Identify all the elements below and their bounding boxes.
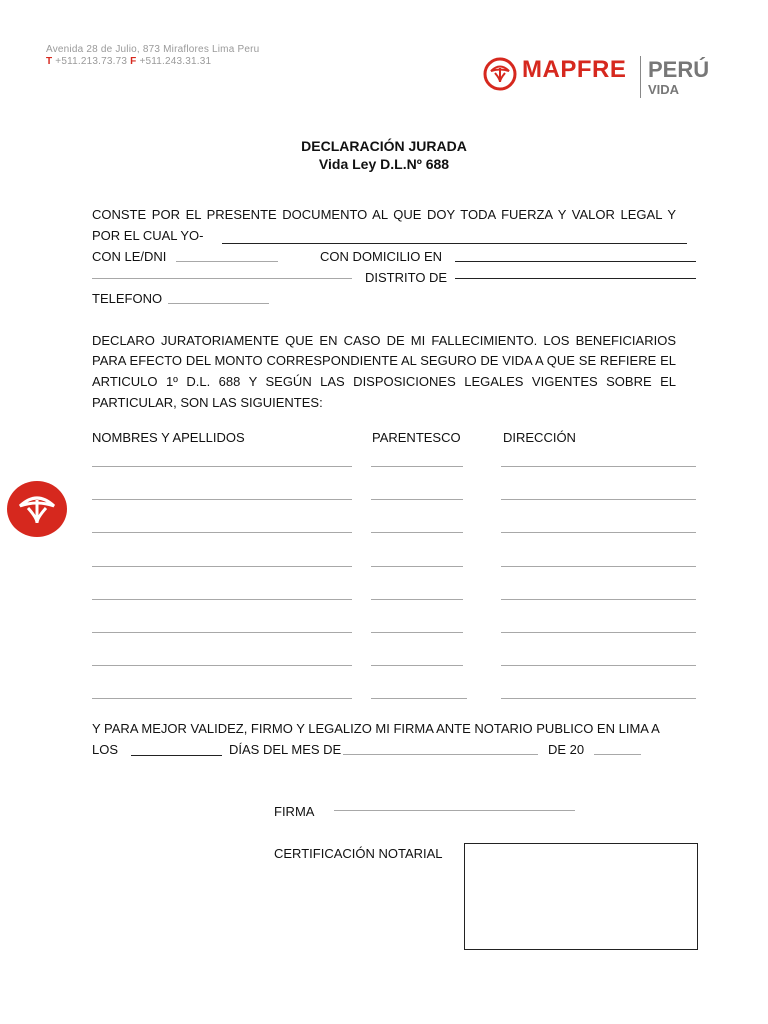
beneficiary-name-field[interactable] xyxy=(92,532,352,533)
year-field[interactable] xyxy=(594,754,641,755)
beneficiary-relation-field[interactable] xyxy=(371,698,467,699)
beneficiary-address-field[interactable] xyxy=(501,665,696,666)
intro-line-2: POR EL CUAL YO- xyxy=(92,228,204,243)
closing-year-label: DE 20 xyxy=(548,742,585,757)
column-header-names: NOMBRES Y APELLIDOS xyxy=(92,430,245,445)
le-dni-field[interactable] xyxy=(176,261,278,262)
document-subtitle: Vida Ley D.L.Nº 688 xyxy=(318,156,450,172)
beneficiary-relation-field[interactable] xyxy=(371,632,463,633)
firma-label: FIRMA xyxy=(274,804,315,819)
distrito-label: DISTRITO DE xyxy=(365,270,448,285)
fax-number: +511.243.31.31 xyxy=(139,56,212,67)
beneficiary-relation-field[interactable] xyxy=(371,566,463,567)
beneficiary-relation-field[interactable] xyxy=(371,499,463,500)
beneficiary-address-field[interactable] xyxy=(501,566,696,567)
mapfre-emblem-icon xyxy=(482,56,518,92)
column-header-address: DIRECCIÓN xyxy=(503,430,576,445)
brand-name: MAPFRE xyxy=(522,56,627,83)
fax-prefix: F xyxy=(130,56,137,67)
day-field[interactable] xyxy=(131,755,222,756)
beneficiary-name-field[interactable] xyxy=(92,466,352,467)
document-title: DECLARACIÓN JURADA xyxy=(301,138,467,154)
domicilio-label: CON DOMICILIO EN xyxy=(320,249,443,264)
declaration-line-1: DECLARO JURATORIAMENTE QUE EN CASO DE MI FALLECIMIENTO. LOS BENEFICIARIOS xyxy=(92,333,676,348)
telefono-field[interactable] xyxy=(168,303,269,304)
domicilio-field-cont[interactable] xyxy=(92,278,352,279)
phone-prefix: T xyxy=(46,56,53,67)
logo-divider xyxy=(640,56,641,98)
declaration-line-2: PARA EFECTO DEL MONTO CORRESPONDIENTE AL SEGURO DE VIDA A QUE SE REFIERE EL xyxy=(92,353,676,368)
beneficiary-relation-field[interactable] xyxy=(371,665,463,666)
brand-country: PERÚ xyxy=(648,57,710,82)
closing-los-label: LOS xyxy=(92,742,119,757)
mapfre-logo xyxy=(478,50,713,102)
domicilio-field[interactable] xyxy=(455,261,696,262)
beneficiary-name-field[interactable] xyxy=(92,632,352,633)
le-dni-label: CON LE/DNI xyxy=(92,249,167,264)
beneficiary-relation-field[interactable] xyxy=(371,466,463,467)
beneficiary-address-field[interactable] xyxy=(501,632,696,633)
notarial-certification-box[interactable] xyxy=(464,843,698,950)
phone-line xyxy=(46,56,211,67)
beneficiary-name-field[interactable] xyxy=(92,566,352,567)
firma-field[interactable] xyxy=(334,810,575,811)
closing-line-1: Y PARA MEJOR VALIDEZ, FIRMO Y LEGALIZO MI FIRMA ANTE NOTARIO PUBLICO EN LIMA A xyxy=(92,721,660,736)
name-field[interactable] xyxy=(222,243,687,244)
column-header-relation: PARENTESCO xyxy=(372,430,461,445)
beneficiary-name-field[interactable] xyxy=(92,665,352,666)
distrito-field[interactable] xyxy=(455,278,696,279)
beneficiary-name-field[interactable] xyxy=(92,599,352,600)
mapfre-emblem-icon xyxy=(6,480,68,538)
certificacion-label: CERTIFICACIÓN NOTARIAL xyxy=(274,846,443,861)
beneficiary-relation-field[interactable] xyxy=(371,599,463,600)
beneficiary-address-field[interactable] xyxy=(501,599,696,600)
declaration-line-3: ARTICULO 1º D.L. 688 Y SEGÚN LAS DISPOSICIONES LEGALES VIGENTES SOBRE EL xyxy=(92,374,676,389)
closing-dias-label: DÍAS DEL MES DE xyxy=(229,742,342,757)
declaration-line-4: PARTICULAR, SON LAS SIGUIENTES: xyxy=(92,395,323,410)
beneficiary-name-field[interactable] xyxy=(92,499,352,500)
beneficiary-relation-field[interactable] xyxy=(371,532,463,533)
beneficiary-name-field[interactable] xyxy=(92,698,352,699)
intro-line-1: CONSTE POR EL PRESENTE DOCUMENTO AL QUE DOY TODA FUERZA Y VALOR LEGAL Y xyxy=(92,207,676,222)
beneficiary-address-field[interactable] xyxy=(501,698,696,699)
brand-division: VIDA xyxy=(648,82,680,97)
beneficiary-address-field[interactable] xyxy=(501,532,696,533)
month-field[interactable] xyxy=(343,754,538,755)
beneficiary-address-field[interactable] xyxy=(501,499,696,500)
address-text: Avenida 28 de Julio, 873 Miraflores Lima Peru xyxy=(46,44,260,55)
beneficiary-address-field[interactable] xyxy=(501,466,696,467)
phone-number: +511.213.73.73 xyxy=(55,56,128,67)
telefono-label: TELEFONO xyxy=(92,291,163,306)
